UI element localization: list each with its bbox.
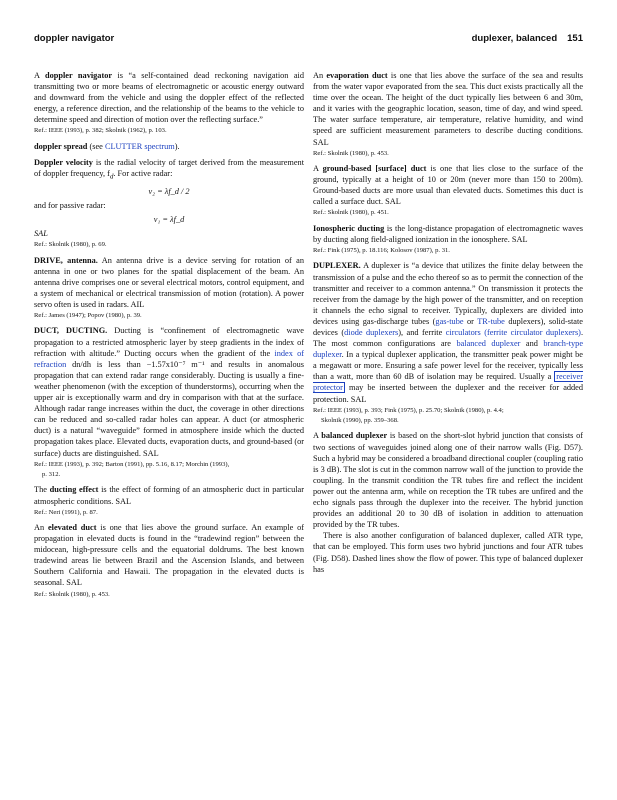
passive-label: and for passive radar: bbox=[34, 200, 106, 210]
entry-drive-antenna: DRIVE, antenna. An antenna drive is a device serving for rotation of an antenna in one or two planes for the spatial displacement of the beam. An antenna drive comprises one or several electrical motors, control equipment, and a system of mechanical or electrical transmission of motion (rotation). A power servo often is used in radars. AIL bbox=[34, 255, 305, 309]
link-receiver-protector[interactable]: receiver protector bbox=[313, 372, 583, 393]
link-balanced-duplexer[interactable]: balanced duplexer bbox=[456, 339, 521, 349]
term: ground-based [surface] duct bbox=[322, 164, 427, 174]
term: DUCT, DUCTING. bbox=[34, 326, 108, 336]
reference: Ref.: Skolnik (1980), p. 453. bbox=[34, 590, 110, 598]
link-diode-duplexers[interactable]: diode duplexers bbox=[344, 328, 399, 337]
reference: Ref.: Fink (1975), p. 18.116; Kolosov (1987), p. 31. bbox=[313, 247, 450, 255]
term: evaporation duct bbox=[326, 71, 388, 80]
term: doppler navigator bbox=[44, 71, 113, 80]
link-circulators[interactable]: circulators (ferrite circulator duplexers) bbox=[445, 328, 581, 337]
term: Ionospheric ducting bbox=[313, 223, 385, 233]
entry-evaporation-duct: An evaporation duct is one that lies above the surface of the sea and results from the water vapor evaporated from the sea. This duct exists practically all the time over the ocean. The height of the duct typically lies between 6 and 30m, and it varies with the geographic location, season, time of day, and wind speed. The water surface temperature, air temperature, relative humidity, and wind speed are sufficient measurement parameters to describe ducting conditions. SAL bbox=[313, 71, 584, 147]
reference: Ref.: Neri (1991), p. 87. bbox=[34, 508, 98, 516]
left-column bbox=[34, 70, 304, 599]
entry-doppler-spread: doppler spread (see CLUTTER spectrum). bbox=[34, 141, 180, 151]
header-right: duplexer, balanced 151 bbox=[471, 33, 583, 44]
reference: Ref.: Skolnik (1980), p. 451. bbox=[313, 209, 389, 217]
link-clutter-spectrum[interactable]: CLUTTER spectrum bbox=[104, 141, 175, 151]
reference: Ref.: Skolnik (1980), p. 453. bbox=[313, 149, 389, 157]
entry-doppler-navigator: A doppler navigator is “a self-contained dead reckoning navigation aid transmitting two or more beams of electromagnetic or acoustic energy outward and downward from the vehicle and using the doppler effect of the reflected energy, a reference direction, and the relationship of the beams to the vehicle to determine speed and direction of motion over the reflecting surface.” bbox=[34, 71, 304, 125]
equation-active: v₂ = λf_d / 2 bbox=[148, 186, 190, 196]
right-column bbox=[313, 70, 583, 575]
term: balanced duplexer bbox=[321, 431, 388, 441]
term: Doppler velocity bbox=[34, 157, 93, 167]
reference: Ref.: IEEE (1993), p. 392; Barton (1991), pp. 5.16, 8.17; Morchin (1993), bbox=[34, 460, 230, 468]
page-number: 151 bbox=[567, 33, 583, 44]
entry-ground-based-duct: A ground-based [surface] duct is one that lies close to the surface of the ground, typically at a height of 10 or 20m (never more than 150 to 200m). Ground-based ducts are more usual than elevated ducts. Sometimes this duct is called a surface duct. SAL bbox=[313, 164, 584, 207]
reference-cont: p. 312. bbox=[42, 471, 61, 478]
entry-balanced-duplexer: A balanced duplexer is based on the short-slot hybrid junction that consists of two sections of waveguides joined along one of their narrow walls (Fig. D57). Such a hybrid may be considered a broadband directional coupler (coupling ratio is 3 dB). The slot is cut in the common narrow wall of the junction to provide the coupling. In the transmit condition the TR tubes fire and reflect the incident power out the antenna arm, while on reception the TR tubes are unfired and the echo signals pass through the duplexer into the receiver. The hybrid junction provides an additional 20 to 30 dB of isolation in addition to attenuation provided by the TR tubes. bbox=[313, 431, 583, 530]
entry-elevated-duct: An elevated duct is one that lies above the ground surface. An example of propagation in elevated ducts is found in the “tradewind region” between the midocean, high-pressure cells and the equatorial doldrums. The best known tradewind areas lie between Brazil and the Ascension Islands, and between Southern California and Hawaii. The propagation in the elevated ducts is seasonal. SAL bbox=[34, 523, 304, 588]
reference-cont: Skolnik (1990), pp. 359–368. bbox=[321, 417, 399, 425]
reference: Ref.: IEEE (1993), p. 382; Skolnik (1962), p. 103. bbox=[34, 127, 167, 135]
term: elevated duct bbox=[47, 523, 97, 532]
link-index-of-refraction[interactable]: index of refraction bbox=[34, 348, 304, 369]
entry-duct-ducting: DUCT, DUCTING. Ducting is “confinement of electromagnetic wave propagation to a restricted atmospheric layer by steep gradients in the index of refraction with altitude.” Ducting occurs when the gradient of the index of refraction dn/dh is less than −1.57x10⁻⁷ m⁻¹ and results in anomalous propagation that can extend radar range considerably. Ducting is usually a fine-weather phenomenon (with the exception of thunderstorms), occurring when the upper air is exceptionally warm and dry in comparison with that at the surface. Although radar range increases within the duct, the coverage in other directions can be reduced and so-called radar holes can appear. A duct (or atmospheric duct) is a natural “waveguide” formed in atmosphere inside which the ducted propagation takes place. Elevated ducts, evaporation ducts, and ground-based (or surface) ducts are distinguished. SAL bbox=[34, 326, 304, 458]
reference: Ref.: IEEE (1993), p. 393; Fink (1975), p. 25.70; Skolnik (1980), p. 4.4; bbox=[313, 406, 504, 414]
entry-duplexer: DUPLEXER. A duplexer is “a device that utilizes the finite delay between the transmission of a pulse and the echo thereof so as to permit the connection of the transmitter and receiver to a common antenna.” On transmission it protects the receiver from the damage by the high power of the transmitter, and on reception it channels the echo signal to receiver. Typically, duplexers are divided into devices using gas-discharge tubes (gas-tube or TR-tube duplexers), solid-state devices (diode duplexers), and ferrite circulators (ferrite circulator duplexers). The most common configurations are balanced duplexer and branch-type duplexer. In a typical duplexer application, the transmitter peak power might be a megawatt or more. Ensuring a safe power level for the receiver, typically less than a watt, more than 60 dB of isolation may be required. Usually a receiver protector may be inserted between the duplexer and the receiver for added protection. SAL bbox=[313, 261, 584, 404]
signature: SAL bbox=[34, 229, 48, 239]
link-branch-type-duplexer[interactable]: branch-type duplexer bbox=[313, 339, 583, 360]
term: DRIVE, antenna. bbox=[34, 255, 98, 265]
entry-doppler-velocity: Doppler velocity is the radial velocity of target derived from the measurement of doppler frequency, $f_d$. For active radar: bbox=[34, 157, 304, 181]
term: DUPLEXER. bbox=[313, 261, 361, 271]
term: ducting effect bbox=[49, 485, 99, 495]
header-left: doppler navigator bbox=[34, 33, 115, 44]
term: doppler spread bbox=[34, 141, 88, 151]
link-gas-tube[interactable]: gas-tube bbox=[435, 316, 464, 326]
reference: Ref.: James (1947); Popov (1980), p. 39. bbox=[34, 312, 142, 320]
entry-ducting-effect: The ducting effect is the effect of forming of an atmospheric duct in particular atmospheric conditions. SAL bbox=[34, 485, 305, 506]
reference: Ref.: Skolnik (1980), p. 69. bbox=[34, 241, 107, 249]
entry-ionospheric-ducting: Ionospheric ducting is the long-distance propagation of electromagnetic waves by ducting along field-aligned ionization in the ionosphere. SAL bbox=[313, 223, 583, 244]
equation-passive: v₁ = λf_d bbox=[153, 215, 185, 224]
paragraph-atr-type: There is also another configuration of balanced duplexer, called ATR type, that can be employed. This form uses two hybrid junctions and four ATR tubes (Fig. D58). Dashed lines show the flow of power. This type of balanced duplexer has bbox=[313, 531, 583, 574]
link-tr-tube[interactable]: TR-tube bbox=[477, 316, 505, 326]
